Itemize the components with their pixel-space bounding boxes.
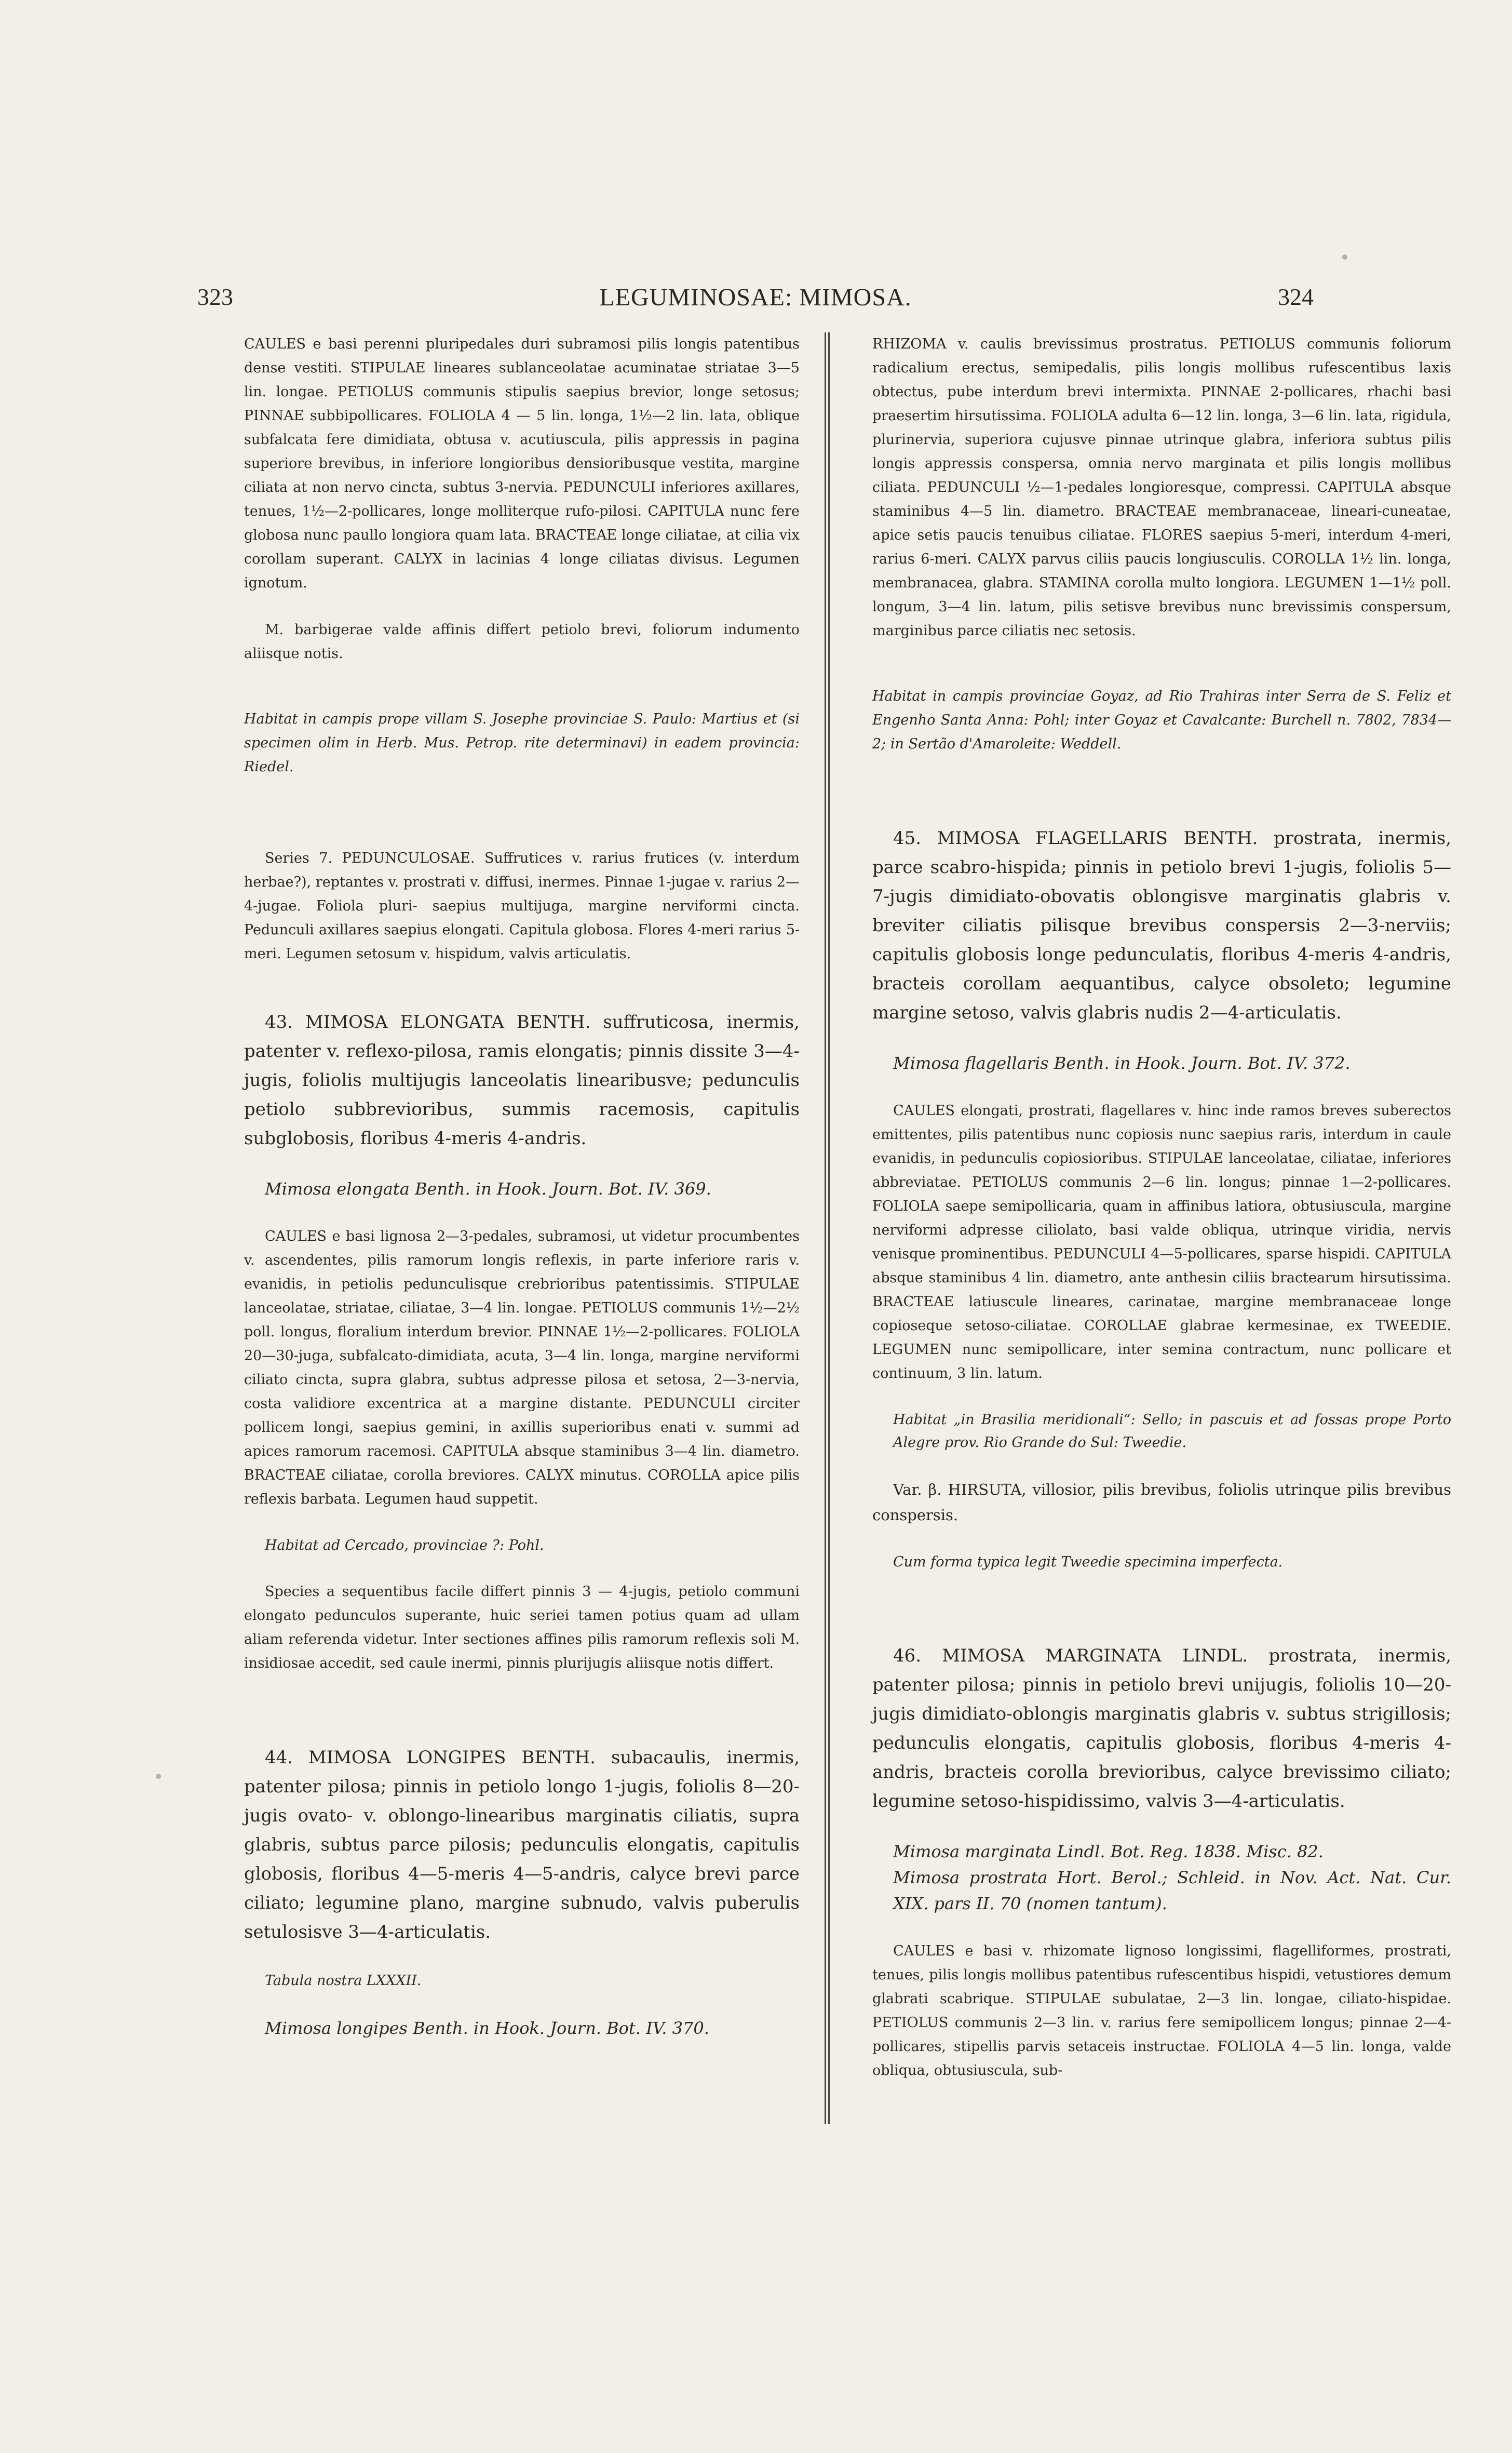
- page-header: [197, 283, 1314, 314]
- species-45-habitat: Habitat „in Brasilia meridionali“: Sello; in pascuis et ad fossas prope Porto Alegre prov. Rio Grande do Sul: Tweedie.: [893, 1412, 1451, 1451]
- series-heading: Series 7. PEDUNCULOSAE. Suffrutices v. rarius frutices (v. interdum herbae?), reptantes v. prostrati v. diffusi, inermes. Pinnae 1-jugae v. rarius 2—4-jugae. Foliola pluri- saepius multijuga, margine nerviformi cincta. Pedunculi axillares saepius elongati. Capitula globosa. Flores 4-meri rarius 5-meri. Legumen setosum v. hispidum, valvis articulatis.: [244, 850, 800, 962]
- species-44-diagnosis: 44. MIMOSA LONGIPES BENTH. subacaulis, inermis, patenter pilosa; pinnis in petiolo longo 1-jugis, foliolis 8—20-jugis ovato- v. oblongo-linearibus marginatis ciliatis, supra glabris, subtus parce pilosis; pedunculis elongatis, capitulis globosis, floribus 4—5-meris 4—5-andris, calyce brevi parce ciliato; legumine plano, margine subnudo, valvis puberulis setulosisve 3—4-articulatis.: [244, 1747, 800, 1942]
- species-46-diagnosis: 46. MIMOSA MARGINATA LINDL. prostrata, inermis, patenter pilosa; pinnis in petiolo brevi unijugis, foliolis 10—20-jugis dimidiato-oblongis marginatis glabris v. subtus strigillosis; pedunculis elongatis, capitulis globosis, floribus 4-meris 4-andris, bracteis corolla brevioribus, calyce brevissimo ciliato; legumine setoso-hispidissimo, valvis 3—4-articulatis.: [872, 1645, 1451, 1812]
- description-paragraph-continued: RHIZOMA v. caulis brevissimus prostratus. PETIOLUS communis foliorum radicalium erectus, semipedalis, pilis longis mollibus rufescentibus laxis obtectus, pube interdum brevi intermixta. PINNAE 2-pollicares, rhachi basi praesertim hirsutissima. FOLIOLA adulta 6—12 lin. longa, 3—6 lin. lata, rigidula, plurinervia, superiora cujusve pinnae utrinque glabra, inferiora subtus pilis longis appressis conspersa, omnia nervo marginata et pilis longis mollibus ciliata. PEDUNCULI ½—1-pedales longioresque, compressi. CAPITULA absque staminibus 4—5 lin. diametro. BRACTEAE membranaceae, lineari-cuneatae, apice setis paucis tenuibus ciliatae. FLORES saepius 5-meri, interdum 4-meri, rarius 6-meri. CALYX parvus ciliis paucis longiusculis. COROLLA 1½ lin. longa, membranacea, glabra. STAMINA corolla multo longiora. LEGUMEN 1—1½ poll. longum, 3—4 lin. latum, pilis setisve brevibus nunc brevissimis conspersum, marginibus parce ciliatis nec setosis.: [872, 336, 1451, 639]
- species-45-diagnosis: 45. MIMOSA FLAGELLARIS BENTH. prostrata, inermis, parce scabro-hispida; pinnis in petiolo brevi 1-jugis, foliolis 5—7-jugis dimidiato-obovatis oblongisve marginatis glabris v. breviter ciliatis pilisque brevibus conspersis 2—3-nerviis; capitulis globosis longe pedunculatis, floribus 4-meris 4-andris, bracteis corollam aequantibus, calyce obsoleto; legumine margine setoso, valvis glabris nudis 2—4-articulatis.: [872, 828, 1451, 1023]
- species-44-plate: Tabula nostra LXXXII.: [265, 1973, 422, 1989]
- affinity-note: M. barbigerae valde affinis differt petiolo brevi, foliorum indumento aliisque notis.: [244, 622, 800, 662]
- description-paragraph: CAULES e basi perenni pluripedales duri subramosi pilis longis patentibus dense vestiti. STIPULAE lineares sublanceolatae acuminatae striatae 3—5 lin. longae. PETIOLUS communis stipulis saepius brevior, longe setosus; PINNAE subbipollicares. FOLIOLA 4 — 5 lin. longa, 1½—2 lin. lata, oblique subfalcata fere dimidiata, obtusa v. acutiuscula, pilis appressis in pagina superiore brevibus, in inferiore longioribus densioribusque vestita, margine ciliata at non nervo cincta, subtus 3-nervia. PEDUNCULI inferiores axillares, tenues, 1½—2-pollicares, longe molliterque rufo-pilosi. CAPITULA nunc fere globosa nunc paullo longiora quam lata. BRACTEAE longe ciliatae, at cilia vix corollam superant. CALYX in lacinias 4 longe ciliatas divisus. Legumen ignotum.: [244, 336, 800, 591]
- species-45-variety: Var. β. HIRSUTA, villosior, pilis brevibus, foliolis utrinque pilis brevibus conspersis.: [872, 1481, 1451, 1524]
- species-44-citation: Mimosa longipes Benth. in Hook. Journ. Bot. IV. 370.: [265, 2018, 709, 2038]
- species-45-description: CAULES elongati, prostrati, flagellares v. hinc inde ramos breves suberectos emittentes, pilis patentibus nunc copiosis nunc saepius raris, interdum in caule evanidis, in pedunculis copiosioribus. STIPULAE lanceolatae, ciliatae, inferiores abbreviatae. PETIOLUS communis 2—6 lin. longus; pinnae 1—2-pollicares. FOLIOLA saepe semipollicaria, quam in affinibus latiora, obtusiuscula, margine nerviformi adpresse ciliolato, basi valde obliqua, utrinque viridia, nervis venisque prominentibus. PEDUNCULI 4—5-pollicares, sparse hispidi. CAPITULA absque staminibus 4 lin. diametro, ante anthesin ciliis bractearum hirsutissima. BRACTEAE latiuscule lineares, carinatae, margine membranaceae longe copioseque setoso-ciliatae. COROLLAE glabrae kermesinae, ex TWEEDIE. LEGUMEN nunc semipollicare, inter semina contractum, nunc pollicare et continuum, 3 lin. latum.: [872, 1103, 1451, 1382]
- species-46-citation-a: Mimosa marginata Lindl. Bot. Reg. 1838. Misc. 82.: [893, 1842, 1324, 1861]
- species-43-diagnosis: 43. MIMOSA ELONGATA BENTH. suffruticosa, inermis, patenter v. reflexo-pilosa, ramis elongatis; pinnis dissite 3—4-jugis, foliolis multijugis lanceolatis linearibusve; pedunculis petiolo subbrevioribus, summis racemosis, capitulis subglobosis, floribus 4-meris 4-andris.: [244, 1012, 800, 1149]
- right-column: [872, 332, 1451, 2083]
- left-column: [244, 332, 800, 2041]
- species-43-habitat: Habitat ad Cercado, provinciae ?: Pohl.: [265, 1537, 544, 1553]
- species-43-description: CAULES e basi lignosa 2—3-pedales, subramosi, ut videtur procumbentes v. ascendentes, pilis ramorum longis reflexis, in parte inferiore raris v. evanidis, in petiolis pedunculisque crebrioribus patentissimis. STIPULAE lanceolatae, striatae, ciliatae, 3—4 lin. longae. PETIOLUS communis 1½—2½ poll. longus, floralium interdum brevior. PINNAE 1½—2-pollicares. FOLIOLA 20—30-juga, subfalcato-dimidiata, acuta, 3—4 lin. longa, margine nerviformi ciliato cincta, supra glabra, subtus adpresse pilosa et setosa, 2—3-nervia, costa validiore excentrica at a margine distante. PEDUNCULI circiter pollicem longi, saepius gemini, in axillis superioribus enati v. summi ad apices ramorum racemosi. CAPITULA absque staminibus 3—4 lin. diametro. BRACTEAE ciliatae, corolla breviores. CALYX minutus. COROLLA apice pilis reflexis barbata. Legumen haud suppetit.: [244, 1228, 800, 1507]
- species-43-citation: Mimosa elongata Benth. in Hook. Journ. Bot. IV. 369.: [265, 1179, 711, 1199]
- paper-speck: [1342, 254, 1347, 260]
- column-divider: [825, 332, 830, 2124]
- habitat-note: Habitat in campis prope villam S. Josephe provinciae S. Paulo: Martius et (si specimen olim in Herb. Mus. Petrop. rite determinavi) in eadem provincia: Riedel.: [244, 711, 800, 775]
- species-46-citation-b: Mimosa prostrata Hort. Berol.; Schleid. in Nov. Act. Nat. Cur. XIX. pars II. 70 (nomen tantum).: [893, 1868, 1451, 1913]
- habitat-note-continued: Habitat in campis provinciae Goyaz, ad Rio Trahiras inter Serra de S. Feliz et Engenho Santa Anna: Pohl; inter Goyaz et Cavalcante: Burchell n. 7802, 7834—2; in Sertão d'Amaroleite: Weddell.: [872, 688, 1451, 752]
- running-title: LEGUMINOSAE: MIMOSA.: [599, 284, 912, 311]
- species-45-variety-note: Cum forma typica legit Tweedie specimina imperfecta.: [893, 1554, 1283, 1570]
- species-46-description: CAULES e basi v. rhizomate lignoso longissimi, flagelliformes, prostrati, tenues, pilis longis mollibus patentibus rufescentibus hispidi, vetustiores demum glabrati scabrique. STIPULAE subulatae, 2—3 lin. longae, ciliato-hispidae. PETIOLUS communis 2—3 lin. v. rarius fere semipollicem longus; pinnae 2—4-pollicares, stipellis parvis setaceis instructae. FOLIOLA 4—5 lin. longa, valde obliqua, obtusiuscula, sub-: [872, 1943, 1451, 2079]
- page-number-left: 323: [197, 284, 233, 310]
- paper-speck: [156, 1774, 161, 1779]
- species-43-note: Species a sequentibus facile differt pinnis 3 — 4-jugis, petiolo communi elongato pedunculos superante, huic seriei tamen potius quam ad ullam aliam referenda videtur. Inter sectiones affines pilis ramorum reflexis soli M. insidiosae accedit, sed caule inermi, pinnis plurijugis aliisque notis differt.: [244, 1584, 800, 1671]
- page-number-right: 324: [1278, 284, 1314, 310]
- species-45-citation: Mimosa flagellaris Benth. in Hook. Journ. Bot. IV. 372.: [893, 1053, 1351, 1073]
